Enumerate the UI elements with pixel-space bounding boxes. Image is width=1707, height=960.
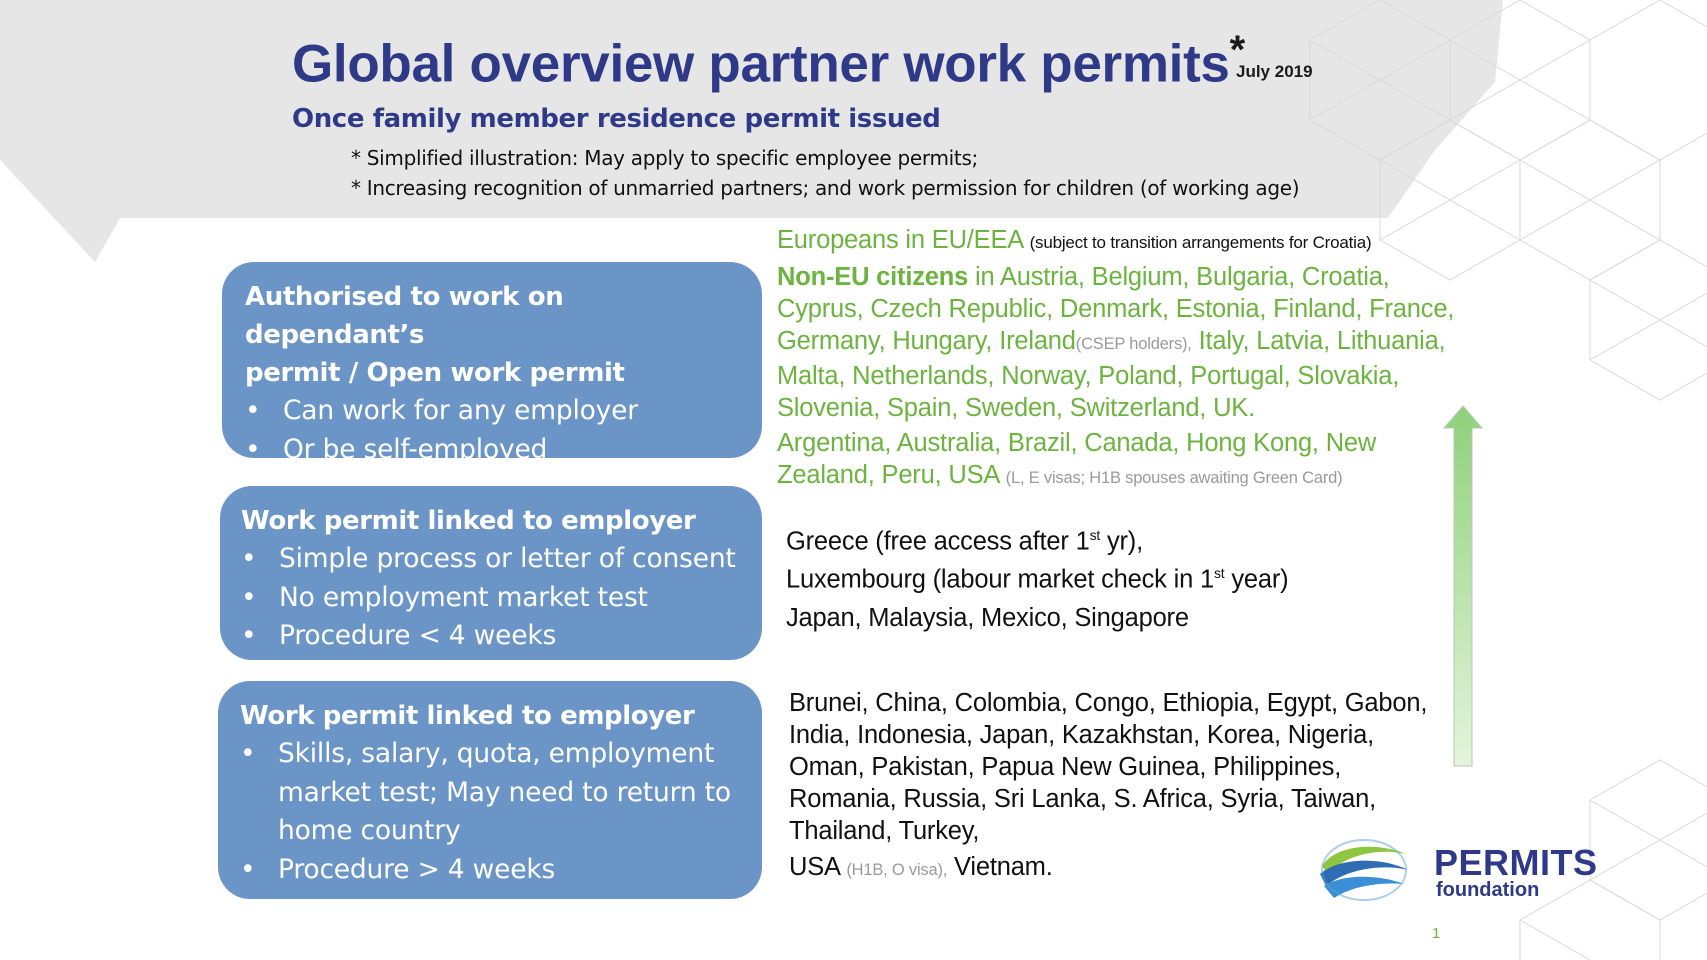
box-heading: Work permit linked to employer: [241, 506, 696, 536]
note-line-1: * Simplified illustration: May apply to specific employee permits;: [351, 146, 978, 170]
tier3-countries: Brunei, China, Colombia, Congo, Ethiopia, Egypt, Gabon, India, Indonesia, Japan, Kazakhstan, Korea, Nigeria, Oman, Pakistan, Papua New Guinea, Philippines, Romania, Russia, Sri Lanka, S. Africa, Syria, Taiwan, Thailand, Turkey,: [789, 689, 1428, 845]
box-heading: Work permit linked to employer: [240, 701, 695, 731]
date-label: July 2019: [1236, 62, 1313, 81]
bullet-item: • Or be self-employed: [245, 431, 740, 470]
note-line-2: * Increasing recognition of unmarried partners; and work permission for children (of working age): [351, 176, 1300, 200]
bullet-item: • No employment market test: [241, 579, 740, 618]
bullet-item: • Skills, salary, quota, employment market test; May need to return to home country: [240, 735, 740, 851]
non-eu-citizens-text: Non-EU citizens in Austria, Belgium, Bulgaria, Croatia, Cyprus, Czech Republic, Denmark, Estonia, Finland, France, Germany, Hungary, Ireland(CSEP holders), Italy, Latvia, Lithuania, Malta, Netherlands, Norway, Poland, Portugal, Slovakia, Slovenia, Spain, Sweden, Switzerland, UK.: [777, 263, 1455, 422]
page-subtitle: Once family member residence permit issued: [292, 104, 941, 134]
bullet-item: • Can work for any employer: [245, 392, 740, 431]
box-complex-employer-permit: [218, 681, 762, 899]
tier3-usa-line: USA (H1B, O visa), Vietnam.: [789, 853, 1053, 881]
logo-wordmark: PERMITS: [1434, 842, 1598, 883]
box-open-work-permit: [222, 262, 762, 465]
upward-arrow-icon: [1442, 404, 1484, 770]
europeans-line: Europeans in EU/EEA (subject to transition arrangements for Croatia): [777, 226, 1372, 254]
luxembourg-line: Luxembourg (labour market check in 1st year): [786, 565, 1289, 594]
box-simple-employer-permit: [220, 486, 762, 660]
box-heading-line-2: permit / Open work permit: [245, 358, 625, 388]
page-title: Global overview partner work permits*: [292, 28, 1245, 94]
box-heading-line-1: Authorised to work on dependant’s: [245, 282, 564, 350]
greece-line: Greece (free access after 1st yr),: [786, 527, 1143, 556]
bullet-item: • Simple process or letter of consent: [241, 540, 740, 579]
bullet-item: • Procedure > 4 weeks: [240, 851, 740, 890]
other-countries-text: Argentina, Australia, Brazil, Canada, Hong Kong, New Zealand, Peru, USA (L, E visas; H1B spouses awaiting Green Card): [777, 429, 1377, 489]
asia-line: Japan, Malaysia, Mexico, Singapore: [786, 604, 1189, 632]
page-number: 1: [1432, 925, 1441, 942]
bullet-item: • Procedure < 4 weeks: [241, 617, 740, 656]
logo-subtitle: foundation: [1436, 879, 1540, 901]
permits-logo-icon: [1318, 834, 1412, 904]
